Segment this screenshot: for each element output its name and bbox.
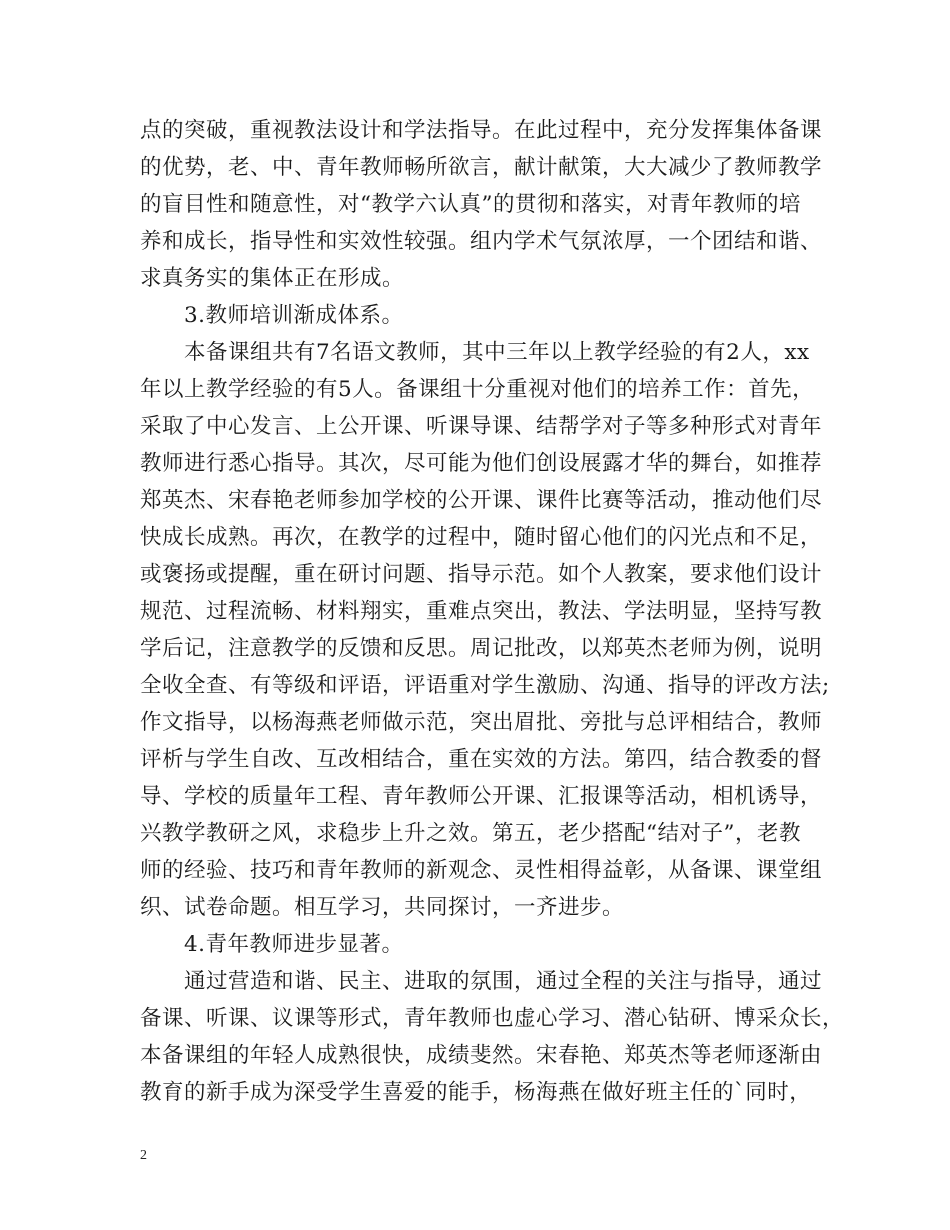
text-line: 师的经验、技巧和青年教师的新观念、灵性相得益彰，从备课、课堂组: [140, 858, 823, 883]
page-number: 2: [140, 1148, 147, 1163]
text-line: 本备课组共有7名语文教师，其中三年以上教学经验的有2人，xx: [184, 340, 810, 365]
text-line: 备课、听课、议课等形式，青年教师也虚心学习、潜心钻研、博采众长，: [140, 1006, 845, 1031]
text-line: 学后记，注意教学的反馈和反思。周记批改，以郑英杰老师为例，说明: [140, 636, 823, 661]
text-line: 快成长成熟。再次，在教学的过程中，随时留心他们的闪光点和不足，: [140, 525, 823, 550]
text-line: 养和成长，指导性和实效性较强。组内学术气氛浓厚，一个团结和谐、: [140, 229, 823, 254]
text-line: 教育的新手成为深受学生喜爱的能手，杨海燕在做好班主任的`同时，: [140, 1080, 812, 1105]
text-line: 规范、过程流畅、材料翔实，重难点突出，教法、学法明显，坚持写教: [140, 599, 823, 624]
section-heading: 4.青年教师进步显著。: [184, 932, 404, 957]
text-line: 郑英杰、宋春艳老师参加学校的公开课、课件比赛等活动，推动他们尽: [140, 488, 823, 513]
text-line: 本备课组的年轻人成熟很快，成绩斐然。宋春艳、郑英杰等老师逐渐由: [140, 1043, 823, 1068]
text-line: 教师进行悉心指导。其次，尽可能为他们创设展露才华的舞台，如推荐: [140, 451, 823, 476]
text-line: 求真务实的集体正在形成。: [140, 266, 405, 291]
text-line: 作文指导，以杨海燕老师做示范，突出眉批、旁批与总评相结合，教师: [140, 710, 823, 735]
text-line: 兴教学教研之风，求稳步上升之效。第五，老少搭配“结对子”，老教: [140, 821, 801, 846]
text-line: 或褒扬或提醒，重在研讨问题、指导示范。如个人教案，要求他们设计: [140, 562, 823, 587]
text-line: 织、试卷命题。相互学习，共同探讨，一齐进步。: [140, 895, 625, 920]
text-line: 的盲目性和随意性，对“教学六认真”的贯彻和落实，对青年教师的培: [140, 192, 801, 217]
text-line: 评析与学生自改、互改相结合，重在实效的方法。第四，结合教委的督: [140, 747, 823, 772]
text-line: 采取了中心发言、上公开课、听课导课、结帮学对子等多种形式对青年: [140, 414, 823, 439]
text-line: 通过营造和谐、民主、进取的氛围，通过全程的关注与指导，通过: [184, 969, 823, 994]
text-line: 年以上教学经验的有5人。备课组十分重视对他们的培养工作：首先，: [140, 377, 815, 402]
text-line: 点的突破，重视教法设计和学法指导。在此过程中，充分发挥集体备课: [140, 118, 823, 143]
text-line: 导、学校的质量年工程、青年教师公开课、汇报课等活动，相机诱导，: [140, 784, 823, 809]
section-heading: 3.教师培训渐成体系。: [184, 303, 404, 328]
text-line: 全收全查、有等级和评语，评语重对学生激励、沟通、指导的评改方法;: [140, 673, 830, 698]
text-line: 的优势，老、中、青年教师畅所欲言，献计献策，大大减少了教师教学: [140, 155, 823, 180]
